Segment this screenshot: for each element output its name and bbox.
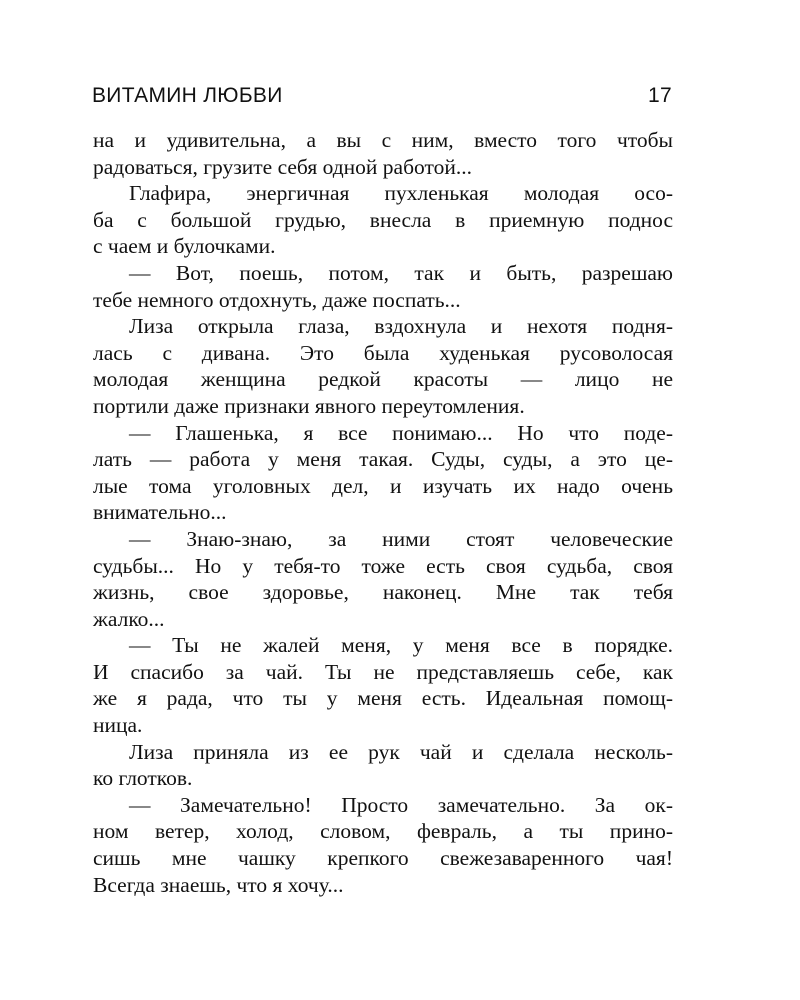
text-line: — Ты не жалей меня, у меня все в порядке.	[129, 633, 673, 658]
text-line: внимательно...	[93, 500, 227, 525]
text-line: И спасибо за чай. Ты не представляешь себе, как	[93, 659, 673, 684]
text-line: сишь мне чашку крепкого свежезаваренного чая!	[93, 846, 673, 871]
text-line: же я рада, что ты у меня есть. Идеальная помощ-	[93, 686, 673, 711]
text-line: лась с дивана. Это была худенькая русоволосая	[93, 340, 673, 365]
running-head	[92, 84, 672, 114]
text-line: молодая женщина редкой красоты — лицо не	[93, 367, 673, 392]
text-line: ко глотков.	[93, 766, 193, 791]
text-line: портили даже признаки явного переутомления.	[93, 393, 525, 418]
text-line: — Вот, поешь, потом, так и быть, разрешаю	[129, 260, 673, 285]
page-number: 17	[648, 84, 672, 107]
text-line: ном ветер, холод, словом, февраль, а ты прино-	[93, 819, 673, 844]
text-line: Всегда знаешь, что я хочу...	[93, 872, 344, 897]
text-line: Лиза открыла глаза, вздохнула и нехотя подня-	[129, 314, 673, 339]
text-line: тебе немного отдохнуть, даже поспать...	[93, 287, 461, 312]
text-line: лые тома уголовных дел, и изучать их надо очень	[93, 473, 673, 498]
text-line: ница.	[93, 713, 143, 738]
text-line: — Замечательно! Просто замечательно. За ок-	[129, 792, 673, 817]
text-line: радоваться, грузите себя одной работой...	[93, 154, 472, 179]
text-line: лать — работа у меня такая. Суды, суды, а это це-	[93, 447, 673, 472]
text-line: судьбы... Но у тебя-то тоже есть своя судьба, своя	[93, 553, 673, 578]
text-line: на и удивительна, а вы с ним, вместо того чтобы	[93, 128, 673, 152]
text-line: — Глашенька, я все понимаю... Но что поде-	[129, 420, 673, 445]
text-line: Лиза приняла из ее рук чай и сделала несколь-	[129, 739, 673, 764]
body-text	[93, 127, 673, 898]
text-line: с чаем и булочками.	[93, 234, 276, 259]
text-line: жалко...	[93, 606, 165, 631]
text-line: Глафира, энергичная пухленькая молодая осо-	[129, 181, 673, 206]
text-line: — Знаю-знаю, за ними стоят человеческие	[129, 526, 673, 551]
text-line: ба с большой грудью, внесла в приемную поднос	[93, 207, 673, 232]
book-title: ВИТАМИН ЛЮБВИ	[92, 84, 283, 107]
text-line: жизнь, свое здоровье, наконец. Мне так тебя	[93, 580, 673, 605]
